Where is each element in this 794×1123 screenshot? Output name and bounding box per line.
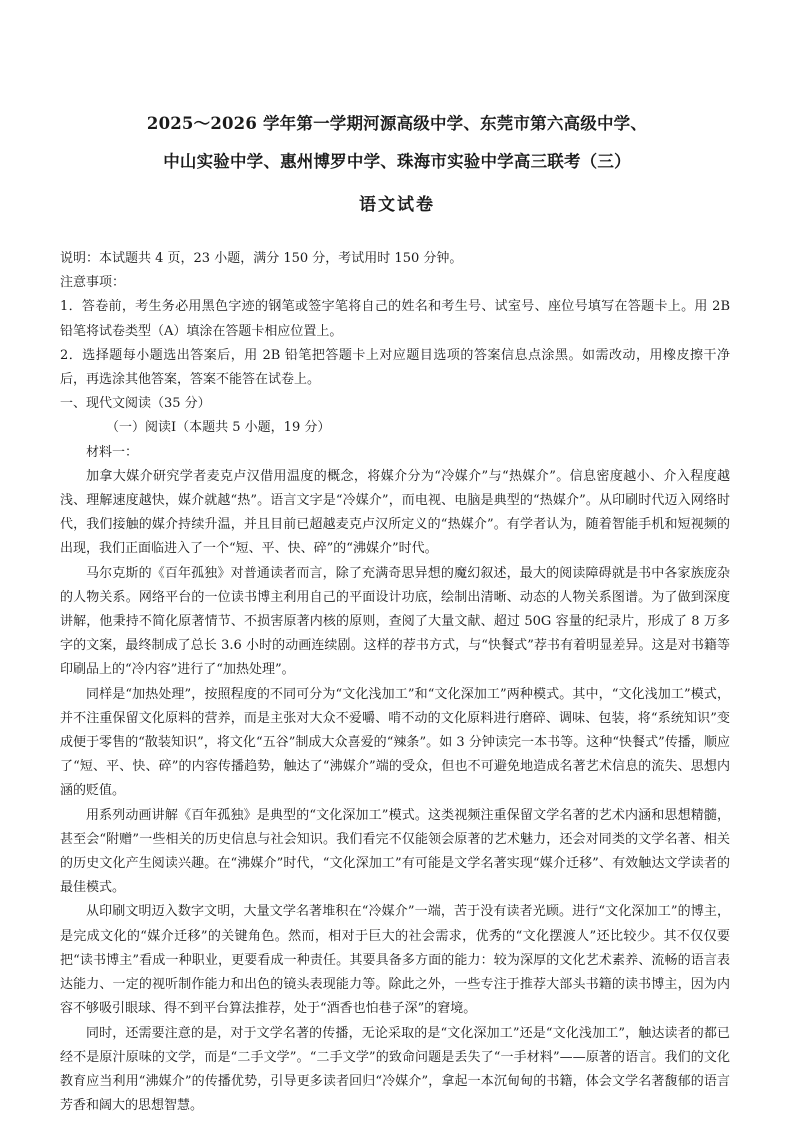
- paragraph-3: 同样是“加热处理”，按照程度的不同可分为“文化浅加工”和“文化深加工”两种模式。其中，“文化浅加工”模式，并不注重保留文化原料的营养，而是主张对大众不爱嚼、啃不动的文化原料进行磨碎、调味、包装，将“系统知识”变成便于零售的“散装知识”，将文化“五谷”制成大众喜爱的“辣条”。如 3 分钟读完一本书等。这种“快餐式”传播，顺应了“短、平、快、碎”的内容传播趋势，触达了“沸媒介”端的受众，但也不可避免地造成名著艺术信息的流失、思想内涵的贬值。: [60, 686, 730, 799]
- note-1: 1．答卷前，考生务必用黑色字迹的钢笔或签字笔将自己的姓名和考生号、试室号、座位号填写在答题卡上。用 2B 铅笔将试卷类型（A）填涂在答题卡相应位置上。: [60, 299, 730, 339]
- exam-body: [60, 247, 730, 1118]
- exam-description: 说明：本试题共 4 页，23 小题，满分 150 分，考试用时 150 分钟。: [60, 251, 463, 266]
- reading-sub-heading: （一）阅读Ⅰ（本题共 5 小题，19 分）: [106, 420, 331, 436]
- paragraph-2: 马尔克斯的《百年孤独》对普通读者而言，除了充满奇思异想的魔幻叙述，最大的阅读障碍就是书中各家族庞杂的人物关系。网络平台的一位读书博主利用自己的平面设计功底，绘制出清晰、动态的人物关系图谱。为了做到深度讲解，他秉持不简化原著情节、不损害原著内核的原则，查阅了大量文献、超过 50G 容量的纪录片，形成了 8 万多字的文案，最终制成了总长 3.6 小时的动画连续剧。这样的荐书方式，与“快餐式”荐书有着明显差异。这是对书籍等印刷品上的“冷内容”进行了“加热处理”。: [60, 565, 730, 678]
- exam-title-line2: 中山实验中学、惠州博罗中学、珠海市实验中学高三联考（三）: [163, 152, 631, 171]
- paragraph-4: 用系列动画讲解《百年孤独》是典型的“文化深加工”模式。这类视频注重保留文学名著的艺术内涵和思想精髓，甚至会“附赠”一些相关的历史信息与社会知识。我们看完不仅能领会原著的艺术魅力，还会对同类的文学名著、相关的历史文化产生阅读兴趣。在“沸媒介”时代，“文化深加工”有可能是文学名著实现“媒介迁移”、有效触达文学读者的最佳模式。: [60, 807, 730, 896]
- paragraph-1: 加拿大媒介研究学者麦克卢汉借用温度的概念，将媒介分为“冷媒介”与“热媒介”。信息密度越小、介入程度越浅、理解速度越快，媒介就越“热”。语言文字是“冷媒介”，而电视、电脑是典型的“热媒介”。从印刷时代迈入网络时代，我们接触的媒介持续升温，并且目前已超越麦克卢汉所定义的“热媒介”。有学者认为，随着智能手机和短视频的出现，我们正面临进入了一个“短、平、快、碎”的“沸媒介”时代。: [60, 468, 730, 557]
- section-heading: 一、现代文阅读（35 分）: [60, 396, 211, 412]
- material-label: 材料一：: [86, 444, 139, 460]
- exam-subject: 语文试卷: [359, 195, 435, 215]
- paragraph-5: 从印刷文明迈入数字文明，大量文学名著堆积在“冷媒介”一端，苦于没有读者光顾。进行“文化深加工”的博主，是完成文化的“媒介迁移”的关键角色。然而，相对于巨大的社会需求，优秀的“文化摆渡人”还比较少。其不仅仅要把“读书博主”看成一种职业，更要看成一种责任。其要具备多方面的能力：较为深厚的文化艺术素养、流畅的语言表达能力、一定的视听制作能力和出色的镜头表现能力等。除此之外，一些专注于推荐大部头书籍的读书博主，因为内容不够吸引眼球、得不到平台算法推荐，处于“酒香也怕巷子深”的窘境。: [60, 904, 730, 1017]
- paragraph-6: 同时，还需要注意的是，对于文学名著的传播，无论采取的是“文化深加工”还是“文化浅加工”，触达读者的都已经不是原汁原味的文学，而是“二手文学”。“二手文学”的致命问题是丢失了“一手材料”——原著的语言。我们的文化教育应当利用“沸媒介”的传播优势，引导更多读者回归“冷媒介”，拿起一本沉甸甸的书籍，体会文学名著馥郁的语言芳香和阔大的思想智慧。: [60, 1025, 730, 1114]
- notes-heading: 注意事项：: [60, 275, 126, 291]
- exam-title-line1: 2025～2026 学年第一学期河源高级中学、东莞市第六高级中学、: [146, 114, 648, 133]
- note-2: 2．选择题每小题选出答案后，用 2B 铅笔把答题卡上对应题目选项的答案信息点涂黑。如需改动，用橡皮擦干净后，再选涂其他答案，答案不能答在试卷上。: [60, 347, 730, 388]
